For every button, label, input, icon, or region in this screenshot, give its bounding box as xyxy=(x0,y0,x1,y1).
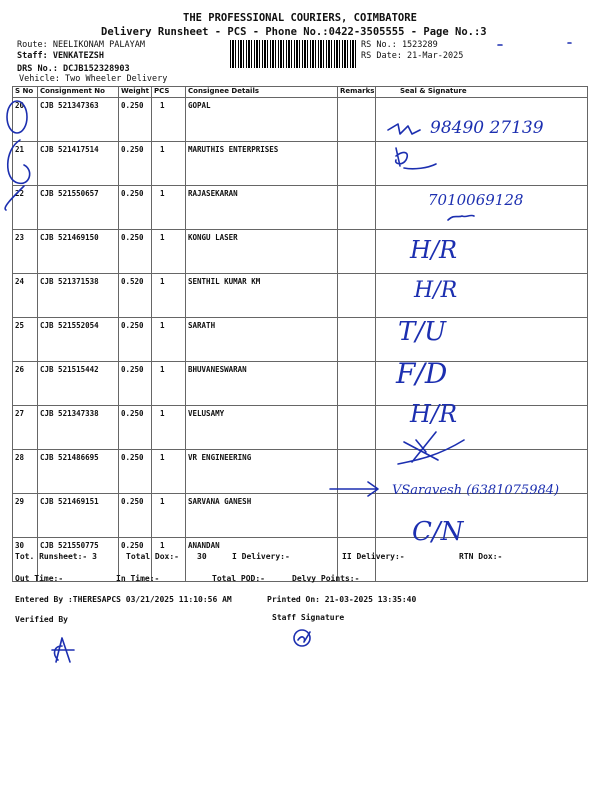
sno: 22 xyxy=(13,186,38,230)
verified-signature xyxy=(52,638,74,662)
vehicle-label: Vehicle: Two Wheeler Delivery xyxy=(19,74,168,84)
consignee: ANANDAN xyxy=(186,538,338,582)
col-sno: S No xyxy=(13,87,38,98)
col-remarks: Remarks xyxy=(338,87,376,98)
staff-label: Staff: VENKATEZSH xyxy=(17,51,104,61)
ink-signature xyxy=(448,215,474,220)
consignee: RAJASEKARAN xyxy=(186,186,338,230)
consignee: SENTHIL KUMAR KM xyxy=(186,274,338,318)
consignment-no: CJB 521469151 xyxy=(38,494,119,538)
consignee: SARATH xyxy=(186,318,338,362)
total-pod: Total POD:- xyxy=(212,574,265,583)
rs-number: RS No.: 1523289 xyxy=(361,40,438,50)
consignee: BHUVANESWARAN xyxy=(186,362,338,406)
pcs: 1 xyxy=(152,362,186,406)
out-time: Out Time:- xyxy=(15,574,64,583)
sno: 23 xyxy=(13,230,38,274)
col-pcs: PCS xyxy=(152,87,186,98)
sno: 29 xyxy=(13,494,38,538)
sno: 25 xyxy=(13,318,38,362)
sno: 24 xyxy=(13,274,38,318)
consignee: VR ENGINEERING xyxy=(186,450,338,494)
weight: 0.250 xyxy=(119,98,152,142)
i-delivery: I Delivery:- xyxy=(232,552,290,561)
col-consignee: Consignee Details xyxy=(186,87,338,98)
pcs: 1 xyxy=(152,98,186,142)
ink-signature xyxy=(396,148,436,169)
tot-runsheet: Tot. Runsheet:- 3 xyxy=(15,552,97,561)
total-dox-label: Total Dox:- xyxy=(126,552,179,561)
pcs: 1 xyxy=(152,186,186,230)
sno: 28 xyxy=(13,450,38,494)
ink-stroke-mark xyxy=(5,186,24,210)
ink-status-r30: C/N xyxy=(412,517,464,547)
printed-on: Printed On: 21-03-2025 13:35:40 xyxy=(267,595,417,604)
ink-loop-mark xyxy=(8,140,30,183)
rtn-dox: RTN Dox:- xyxy=(459,552,503,561)
ink-status-r26: F/D xyxy=(396,357,448,390)
sno: 30 xyxy=(13,538,38,582)
weight: 0.250 xyxy=(119,318,152,362)
verified-by: Verified By xyxy=(15,615,68,624)
weight: 0.250 xyxy=(119,186,152,230)
pcs: 1 xyxy=(152,450,186,494)
consignment-no: CJB 521550657 xyxy=(38,186,119,230)
pcs: 1 xyxy=(152,406,186,450)
ink-status-r25: T/U xyxy=(398,317,447,347)
consignment-no: CJB 521486695 xyxy=(38,450,119,494)
weight: 0.250 xyxy=(119,450,152,494)
weight: 0.250 xyxy=(119,406,152,450)
staff-signature-mark xyxy=(298,632,310,642)
ink-loop-mark xyxy=(7,101,27,133)
ink-phone-r22: 7010069128 xyxy=(428,191,524,209)
consignee: SARVANA GANESH xyxy=(186,494,338,538)
pcs: 1 xyxy=(152,230,186,274)
sno: 26 xyxy=(13,362,38,406)
company-title: THE PROFESSIONAL COURIERS, COIMBATORE xyxy=(183,12,417,24)
weight: 0.520 xyxy=(119,274,152,318)
ink-arrow xyxy=(330,482,378,496)
consignment-no: CJB 521550775 xyxy=(38,538,119,582)
col-seal: Seal & Signature xyxy=(376,87,588,98)
weight: 0.250 xyxy=(119,494,152,538)
ink-status-r23: H/R xyxy=(410,236,458,264)
staff-signature: Staff Signature xyxy=(272,613,345,622)
delvy-points: Delvy Points:- xyxy=(292,574,360,583)
consignment-no: CJB 521417514 xyxy=(38,142,119,186)
ink-signature xyxy=(398,432,464,464)
ink-name-r29: VSaravesh (6381075984) xyxy=(392,483,560,498)
route-label: Route: NEELIKONAM PALAYAM xyxy=(17,40,145,50)
consignment-no: CJB 521347363 xyxy=(38,98,119,142)
staff-signature-mark xyxy=(294,630,310,646)
consignee: KONGU LASER xyxy=(186,230,338,274)
pcs: 1 xyxy=(152,274,186,318)
entered-by: Entered By :THERESAPCS 03/21/2025 11:10:56 AM xyxy=(15,595,232,604)
col-weight: Weight xyxy=(119,87,152,98)
consignee: GOPAL xyxy=(186,98,338,142)
pcs: 1 xyxy=(152,318,186,362)
ink-status-r27: H/R xyxy=(410,400,458,428)
weight: 0.250 xyxy=(119,142,152,186)
total-dox-value: 30 xyxy=(197,552,207,561)
pcs: 1 xyxy=(152,142,186,186)
consignment-no: CJB 521469150 xyxy=(38,230,119,274)
weight: 0.250 xyxy=(119,362,152,406)
consignment-no: CJB 521371538 xyxy=(38,274,119,318)
ink-status-r24: H/R xyxy=(414,278,458,303)
sno: 27 xyxy=(13,406,38,450)
ink-phone-r20: 98490 27139 xyxy=(430,118,544,138)
consignment-no: CJB 521552054 xyxy=(38,318,119,362)
rs-date: RS Date: 21-Mar-2025 xyxy=(361,51,464,61)
consignee: VELUSAMY xyxy=(186,406,338,450)
ink-signature xyxy=(388,124,420,134)
consignment-no: CJB 521347338 xyxy=(38,406,119,450)
sno: 21 xyxy=(13,142,38,186)
in-time: In Time:- xyxy=(116,574,160,583)
weight: 0.250 xyxy=(119,538,152,582)
consignee: MARUTHIS ENTERPRISES xyxy=(186,142,338,186)
runsheet-subtitle: Delivery Runsheet - PCS - Phone No.:0422-3505555 - Page No.:3 xyxy=(101,26,487,38)
drs-number: DRS No.: DCJB152328903 xyxy=(17,64,130,74)
sno: 20 xyxy=(13,98,38,142)
pcs: 1 xyxy=(152,538,186,582)
col-consignment: Consignment No xyxy=(38,87,119,98)
consignment-no: CJB 521515442 xyxy=(38,362,119,406)
pcs: 1 xyxy=(152,494,186,538)
weight: 0.250 xyxy=(119,230,152,274)
ii-delivery: II Delivery:- xyxy=(342,552,405,561)
